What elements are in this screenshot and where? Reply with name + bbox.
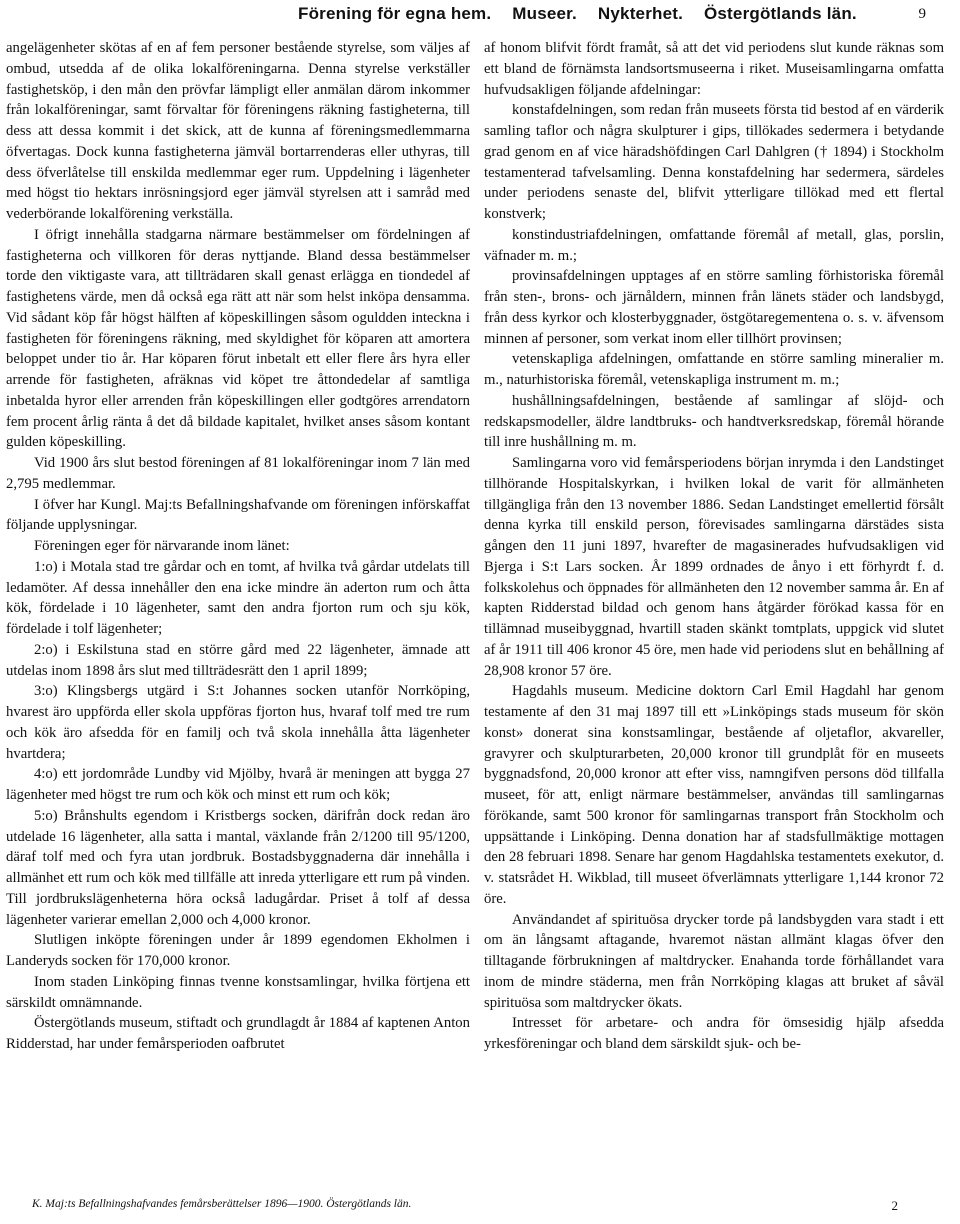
list-item: konstafdelningen, som redan från museets första tid bestod af en värderik samling taflor och några skulpturer i gips, tillökades sedermera i betydande grad genom en af vice häradshöfdingen Carl Dahlgren († 1894) i Stockholm testamenterad tafvelsamling. Denna konstafdelning har sedermera, särdeles under periodens senaste del, blifvit ytterligare tillökad med ett flertal konstverk; <box>484 102 944 222</box>
running-title <box>298 4 873 24</box>
list-item: konstindustriafdelningen, omfattande föremål af metall, glas, porslin, väfnader m. m.; <box>484 226 944 264</box>
paragraph: I öfrigt innehålla stadgarna närmare bestämmelser om fördelningen af fastigheterna och villkoren för deras nyttjande. Bland dessa bestämmelser torde den viktigaste vara, att tillträdaren skall genast erlägga en tiondedel af fastighetens värde, men då också ega rätt att när som helst inköpa densamma. Vid sådant köp får högst hälften af köpeskillingen såsom oguldden inteckna i fastigheten för föreningens räkning, med skyldighet för köparen att amortera beloppet under tio år. Har köparen förut inbetalt ett eller flere års hyra eller arrende för fastigheten, afräknas vid köpet tre åttondedelar af samtliga inbetalda hyror eller arrenden från köpeskillingen eller godtgöres arrendatorn fem procent årlig ränta å det då bildade kapitalet, hvilket anses såsom kontant gulden köpeskilling. <box>6 226 470 451</box>
signature-mark: 2 <box>891 1198 898 1213</box>
running-title-part: Museer. <box>512 4 577 23</box>
list-item: 3:o) Klingsbergs utgärd i S:t Johannes socken utanför Norrköping, hvarest äro uppförda eller skola uppföras fjorton hus, hvaraf tolf med tre rum och kök äro afsedda för en familj och två skola innehålla åtta lägenheter hvartdera; <box>6 683 470 762</box>
running-header <box>0 2 960 28</box>
paragraph: Slutligen inköpte föreningen under år 1899 egendomen Ekholmen i Landeryds socken för 170,000 kronor. <box>6 932 470 969</box>
list-item: 4:o) ett jordområde Lundby vid Mjölby, hvarå är meningen att bygga 27 lägenheter med högst tre rum och kök och minst ett rum och kök; <box>6 766 470 803</box>
paragraph: Östergötlands museum, stiftadt och grundlagdt år 1884 af kaptenen Anton Ridderstad, har under femårsperioden oafbrutet <box>6 1015 470 1052</box>
left-column <box>6 38 470 1055</box>
list-item: 5:o) Brånshults egendom i Kristbergs socken, därifrån dock redan äro utdelade 16 lägenheter, alla satta i mantal, växlande från 2/1200 till 95/1200, däraf tolf med och fyra utan jordbruk. Bostadsbyggnaderna där innehålla i allmänhet ett rum och kök med tillfälle att inreda ytterligare ett rum på vinden. Till jordbrukslägenheterna höra också ladugårdar. Priset å tolf af dessa lägenheter varierar emellan 2,000 och 4,000 kronor. <box>6 807 470 928</box>
paragraph: Samlingarna voro vid femårsperiodens början inrymda i den Landstinget tillhörande Hospitalskyrkan, i hvilken lokal de varit för allmänheten tillgängliga från den 13 november 1886. Sedan Landstinget emellertid försålt denna kyrka till enskild person, förevisades samlingarna därstädes sista gången den 11 juni 1897, hvarefter de magasinerades hufvudsakligen vid Bjerga i S:t Lars socken. År 1899 ordnades de ånyo i ett förhyrdt f. d. folkskolehus och öppnades för allmänheten den 12 november samma år. En af kapten Ridderstad bildad och genom hans åtgärder förökad kassa för en tillämnad museibyggnad, hvartill staden skänkt tomtplats, uppgick vid slutet af år 1911 till 406 kronor 45 öre, men hade vid periodens slut en behållning af 28,908 kronor 57 öre. <box>484 455 944 679</box>
right-column <box>484 38 944 1055</box>
paragraph: Vid 1900 års slut bestod föreningen af 81 lokalföreningar inom 7 län med 2,795 medlemmar. <box>6 455 470 492</box>
paragraph: Inom staden Linköping finnas tvenne konstsamlingar, hvilka förtjena ett särskildt omnämnande. <box>6 973 470 1011</box>
page-footer <box>32 1198 942 1220</box>
list-item: vetenskapliga afdelningen, omfattande en större samling mineralier m. m., naturhistoriska föremål, vetenskapliga instrument m. m.; <box>484 351 944 388</box>
paragraph: I öfver har Kungl. Maj:ts Befallningshafvande om föreningen införskaffat följande upplysningar. <box>6 496 470 534</box>
running-title-part: Nykterhet. <box>597 4 684 23</box>
paragraph: Föreningen eger för närvarande inom länet: <box>34 538 290 554</box>
running-title-part: Östergötlands län. <box>703 4 857 23</box>
paragraph: angelägenheter skötas af en af fem personer bestående styrelse, som väljes af ombud, utsedda af de olika lokalföreningarna. Denna styrelse verkställer fastighetsköp, i den mån den prövfar lämpligt eller anmälan därom inkommer från lokalföreningar, samt förvaltar för föreningens räkning fastigheterna, till dess att dessa kommit i det skick, att de kunna af föreningsmedlemmarna öfvertagas. Dock kunna fastigheterna jämväl bortarrenderas eller uthyras, till dess öfverlåtelse till enskilda medlemmar eger rum. Uppdelning i lägenheter med högst tio hektars inrösningsjord eger jämväl styrelsen att i samråd med vederbörande lokalförening verkställa. <box>6 40 470 222</box>
list-item: 1:o) i Motala stad tre gårdar och en tomt, af hvilka två gårdar utdelats till ledamöter. Af dessa innehåller den ena icke mindre än aderton rum och åtta kök, fördelade i 10 lägenheter, samt den andra fjorton rum och sju kök, fördelade i tolf lägenheter; <box>6 558 470 637</box>
paragraph: Intresset för arbetare- och andra för ömsesidig hjälp afsedda yrkesföreningar och bland dem särskildt sjuk- och be- <box>484 1015 944 1052</box>
list-item: hushållningsafdelningen, bestående af samlingar af slöjd- och redskapsmodeller, äldre landtbruks- och handtverksredskap, föremål hörande till inre hushållning m. m. <box>484 392 944 451</box>
paragraph: af honom blifvit fördt framåt, så att det vid periodens slut kunde räknas som ett bland de förnämsta landsortsmuseerna i riket. Museisamlingarna omfatta hufvudsakligen följande afdelningar: <box>484 40 944 98</box>
paragraph: Hagdahls museum. Medicine doktorn Carl Emil Hagdahl har genom testamente af den 31 maj 1897 till ett »Linköpings stads museum för skön konst» donerat sina konstsamlingar, bestående af oljetaflor, akvareller, gravyrer och skulpturarbeten, 20,000 kronor till grundplåt för en museets byggnadsfond, 20,000 kronor att efter viss, namngifven persons död tillfalla museet, för att, enligt närmare bestämmelser, användas till samlingarnas förökande, samt 500 kronor för samlingarnas transport från Stockholm och uppsättande i Linköping. Denna donation har af stadsfullmäktige mottagen den 28 februari 1898. Senare har genom Hagdahlska testamentets exekutor, d. v. statsrådet H. Wikblad, till museet öfverlämnats ytterligare 1,144 kronor 72 öre. <box>484 683 944 907</box>
footer-note: K. Maj:ts Befallningshafvandes femårsberättelser 1896—1900. Östergötlands län. <box>32 1198 412 1210</box>
paragraph: Användandet af spirituösa drycker torde på landsbygden vara stadt i ett om än långsamt aftagande, hvaremot nästan allmänt klagas öfver den tilltagande förbrukningen af maltdrycker. Enahanda torde förhållandet vara inom de mindre städerna, men från Norrköping klagas att bruket af såväl spirituösa som maltdrycker ökats. <box>484 911 944 1011</box>
running-title-part: Förening för egna hem. <box>298 4 492 23</box>
list-item: provinsafdelningen upptages af en större samling förhistoriska föremål från sten-, brons- och järnåldern, minnen från länets städer och landsbygd, från dess kyrkor och klosterbyggnader, östgötaregementena o. s. v. äfvensom minnen af personer, som verkat inom eller tillhört provinsen; <box>484 268 944 347</box>
page-number: 9 <box>918 6 926 22</box>
list-item: 2:o) i Eskilstuna stad en större gård med 22 lägenheter, ämnade att utdelas inom 1898 års slut med tillträdesrätt den 1 april 1899; <box>6 641 470 679</box>
